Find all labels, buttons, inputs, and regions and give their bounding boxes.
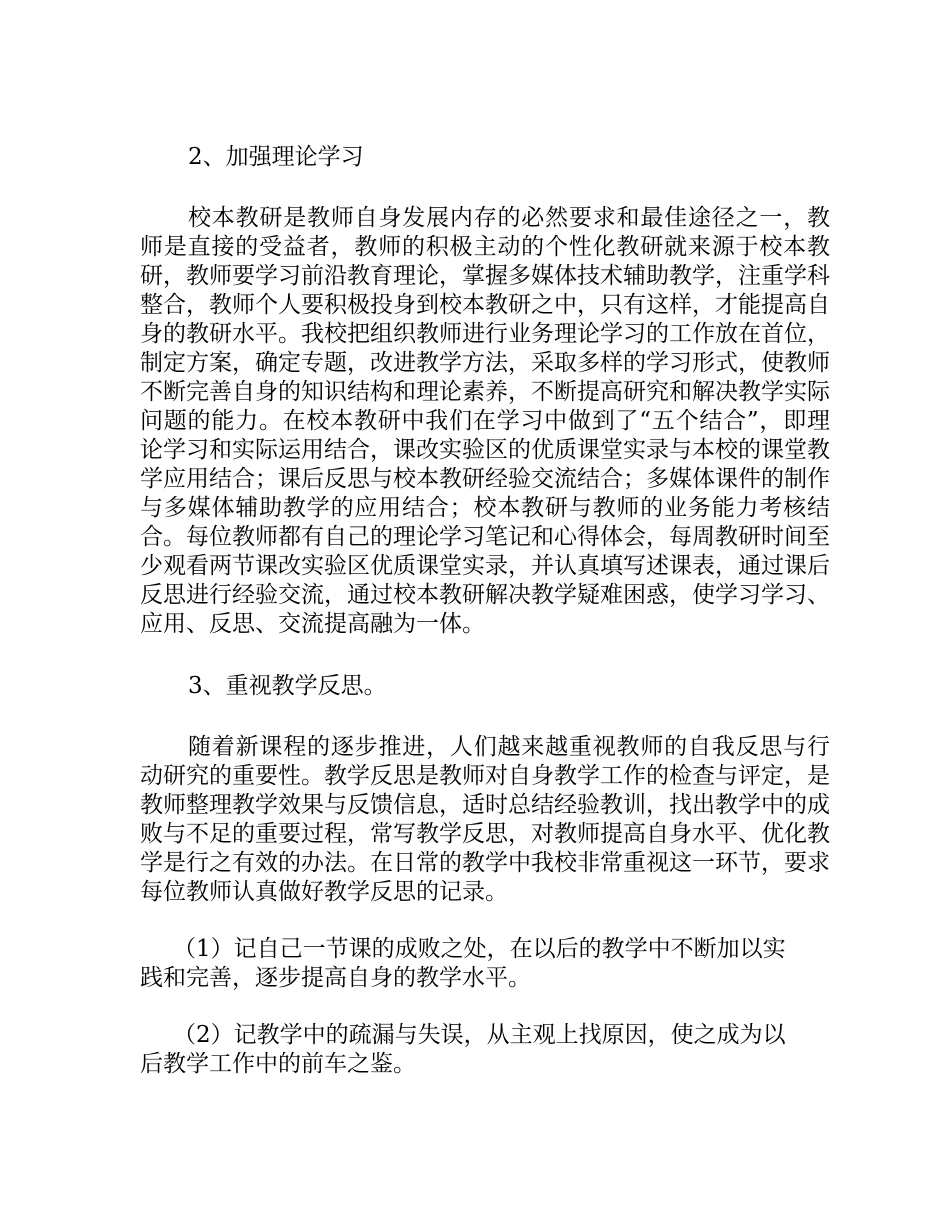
section-3-paragraph: 随着新课程的逐步推进，人们越来越重视教师的自我反思与行动研究的重要性。教学反思是教师对自身教学工作的检查与评定，是教师整理教学效果与反馈信息，适时总结经验教训，找出教学中的成败与不足的重要过程，常写教学反思，对教师提高自身水平、优化教学是行之有效的办法。在日常的教学中我校非常重视这一环节，要求每位教师认真做好教学反思的记录。 <box>140 734 830 905</box>
spacer <box>140 993 830 1021</box>
spacer <box>140 639 830 667</box>
section-2-paragraph: 校本教研是教师自身发展内存的必然要求和最佳途径之一，教师是直接的受益者，教师的积极主动的个性化教研就来源于校本教研，教师要学习前沿教育理论，掌握多媒体技术辅助教学，注重学科整合，教师个人要积极投身到校本教研之中，只有这样，才能提高自身的教研水平。我校把组织教师进行业务理论学习的工作放在首位，制定方案，确定专题，改进教学方法，采取多样的学习形式，使教师不断完善自身的知识结构和理论素养，不断提高研究和解决教学实际问题的能力。在校本教研中我们在学习中做到了“五个结合”，即理论学习和实际运用结合，课改实验区的优质课堂实录与本校的课堂教学应用结合；课后反思与校本教研经验交流结合；多媒体课件的制作与多媒体辅助教学的应用结合；校本教研与教师的业务能力考核结合。每位教师都有自己的理论学习笔记和心得体会，每周教研时间至少观看两节课改实验区优质课堂实录，并认真填写述课表，通过课后反思进行经验交流，通过校本教研解决教学疑难困惑，使学习学习、应用、反思、交流提高融为一体。 <box>140 205 830 637</box>
list-item-1: （1）记自己一节课的成败之处，在以后的教学中不断加以实践和完善，逐步提高自身的教学水平。 <box>140 936 786 991</box>
document-body <box>140 138 830 1079</box>
list-item-2: （2）记教学中的疏漏与失误，从主观上找原因，使之成为以后教学工作中的前车之鉴。 <box>140 1022 786 1077</box>
spacer <box>140 705 830 733</box>
spacer <box>140 176 830 204</box>
spacer <box>140 907 830 935</box>
section-3-heading: 3、重视教学反思。 <box>188 673 387 699</box>
section-2-heading: 2、加强理论学习 <box>188 144 364 170</box>
